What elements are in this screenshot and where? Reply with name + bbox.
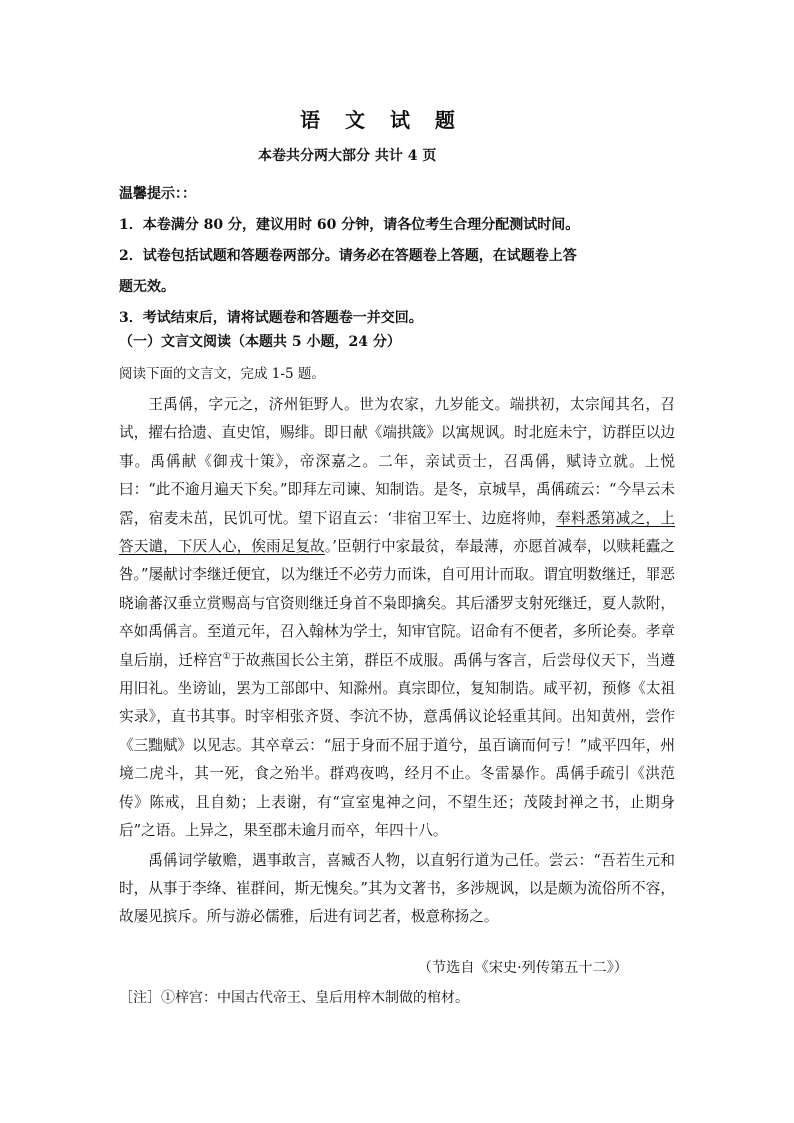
footnote-marker: ①: [222, 651, 231, 662]
section-instruction: 阅读下面的文言文，完成 1-5 题。: [119, 366, 325, 382]
tips-item-2-line-1: 2．试卷包括试题和答题卷两部分。请务必在答题卷上答题，在试题卷上答: [119, 248, 577, 264]
classical-passage: [119, 391, 675, 932]
tips-item-2-line-2: 题无效。: [119, 279, 175, 295]
page-title: 语 文 试 题: [300, 108, 464, 132]
passage-paragraph-1: [119, 391, 675, 846]
section-heading: （一）文言文阅读（本题共 5 小题，24 分）: [119, 334, 401, 350]
page-subtitle: 本卷共分两大部分 共计 4 页: [258, 148, 437, 164]
tips-item-1: 1．本卷满分 80 分，建议用时 60 分钟，请各位考生合理分配测试时间。: [119, 217, 580, 233]
underlined-sentence: 奉料悉第减之，上答天谴，下厌人心，俟雨足复故: [119, 509, 675, 556]
passage-text: 。’臣朝行中家最贫，奉最薄，亦愿首减奉，以赎耗蠹之咎。”屡献讨李继迁便宜，以为继迁不必劳力而诛，自可用计而取。谓宜明数继迁，罪恶晓谕蕃汉垂立赏赐高与官资则继迁身首不枭即擒矣。其后潘罗支射死继迁，夏人款附，卒如禹偁言。至道元年，召入翰林为学士，知审官院。诏命有不便者，多所论奏。孝章皇后崩，迁梓宫: [119, 538, 675, 669]
passage-text: 于故燕国长公主第，群臣不成服。禹偁与客言，后尝母仪天下，当遵用旧礼。坐谤讪，罢为工部郎中、知滁州。真宗即位，复知制诰。咸平初，预修《太祖实录》，直书其事。时宰相张齐贤、李沆不协，意禹偁议论轻重其间。出知黄州，尝作《三黜赋》以见志。其卒章云：“屈于身而不屈于道兮，虽百谪而何亏！”咸平四年，州境二虎斗，其一死，食之殆半。群鸡夜鸣，经月不止。冬雷暴作。禹偁手疏引《洪范传》陈戒，且自劾；上表谢，有“宣室鬼神之问，不望生还；茂陵封禅之书，止期身后”之语。上异之，果至郡未逾月而卒，年四十八。: [119, 651, 675, 840]
passage-text: 王禹偁，字元之，济州钜野人。世为农家，九岁能文。端拱初，太宗闻其名，召试，擢右拾遗、直史馆，赐绯。即日献《端拱箴》以寓规讽。时北庭未宁，访群臣以边事。禹偁献《御戎十策》，帝深嘉之。二年，亲试贡士，召禹偁，赋诗立就。上悦曰：“此不逾月遍天下矣。”即拜左司谏、知制诰。是冬，京城旱，禹偁疏云：“今旱云未霑，宿麦未茁，民饥可忧。望下诏直云：‘非宿卫军士、边庭将帅，: [119, 396, 675, 527]
passage-paragraph-2: 禹偁词学敏赡，遇事敢言，喜臧否人物，以直躬行道为己任。尝云：“吾若生元和时，从事于李绛、崔群间，斯无愧矣。”其为文著书，多涉规讽，以是颇为流俗所不容，故屡见摈斥。所与游必儒雅，后进有词艺者，极意称扬之。: [119, 851, 675, 926]
tips-heading: 温馨提示：：: [119, 186, 196, 202]
tips-block: [119, 179, 679, 334]
footnote: ［注］①梓宫：中国古代帝王、皇后用梓木制做的棺材。: [119, 990, 469, 1006]
tips-item-3: 3．考试结束后，请将试题卷和答题卷一并交回。: [119, 310, 423, 326]
passage-source: （节选自《宋史·列传第五十二》）: [417, 960, 628, 976]
